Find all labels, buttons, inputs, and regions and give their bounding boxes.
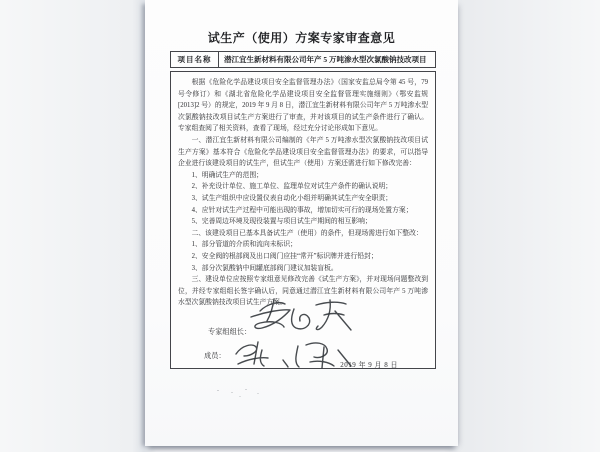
leader-handwritten-signature xyxy=(236,295,364,339)
review-date: 2019 年 9 月 8 日 xyxy=(340,360,398,369)
paragraph-opinion-1: 一、潜江宜生新材料有限公司编制的《年产 5 万吨渗水型次氯酸钠技改项目试生产方案》基本符合《危险化学品建设项目安全监督管理办法》的要求，可以指导企业进行该建设项目的试生产，但试生产（使用）方案还需进行如下修改完善： xyxy=(178,136,428,168)
list-item: 2、安全阀的根部阀及出口阀门应挂“常开”标识牌并进行铅封； xyxy=(191,252,378,260)
document-page xyxy=(145,0,458,446)
paragraph-opinion-2: 二、该建设项目已基本具备试生产（使用）的条件，但现场需进行如下整改： xyxy=(191,229,423,237)
signature-area xyxy=(178,313,428,379)
list-item: 4、应针对试生产过程中可能出现的事故，增加切实可行的现场处置方案； xyxy=(191,206,413,214)
list-item: 3、部分次氯酸钠中间罐底部阀门建议加装盲板。 xyxy=(191,264,338,272)
list-item: 1、明确试生产的范围； xyxy=(191,171,263,179)
paragraph-conclusion: 三、建设单位应按照专家组意见修改完善《试生产方案》，并对现场问题整改到位，并经专家组组长签字确认后，同意通过潜江宜生新材料有限公司年产 5 万吨渗水型次氯酸钠技改项目试生产方案。 xyxy=(178,276,428,307)
project-name-value: 潜江宜生新材料有限公司年产 5 万吨渗水型次氯酸钠技改项目 xyxy=(224,55,427,64)
review-opinion-box xyxy=(170,71,436,369)
list-item: 5、完善周边环境及现役装置与项目试生产期间的相互影响； xyxy=(191,218,372,226)
members-handwritten-signatures xyxy=(226,339,358,371)
paragraph-basis: 根据《危险化学品建设项目安全监督管理办法》（国家安监总局令第 45 号，79 号令修订）和《湖北省危险化学品建设项目安全监督管理实施细则》（鄂安监规[2013]2 号）的规定，2019 年 9 月 8 日，潜江宜生新材料有限公司年产 5 万吨渗水型次氯酸钠技改项目试生产方案进行了审查，并对该项目的试生产条件进行了确认。专家组查阅了相关资料，查看了现场，经过充分讨论形成如下意见。 xyxy=(178,79,428,133)
scan-noise-specks xyxy=(217,390,219,391)
list-item: 2、补充设计单位、施工单位、监理单位对试生产条件的确认说明； xyxy=(191,183,393,191)
document-title: 试生产（使用）方案专家审查意见 xyxy=(207,31,396,45)
project-name-label: 项目名称 xyxy=(171,52,219,67)
expert-group-leader-label: 专家组组长： xyxy=(208,327,252,336)
project-name-row xyxy=(170,51,436,68)
members-label: 成员： xyxy=(204,351,226,360)
list-item: 3、试生产组织中应设置仪表自动化小组并明确其试生产安全职责； xyxy=(191,194,393,202)
list-item: 1、部分管道的介质和流向未标识； xyxy=(191,241,297,249)
